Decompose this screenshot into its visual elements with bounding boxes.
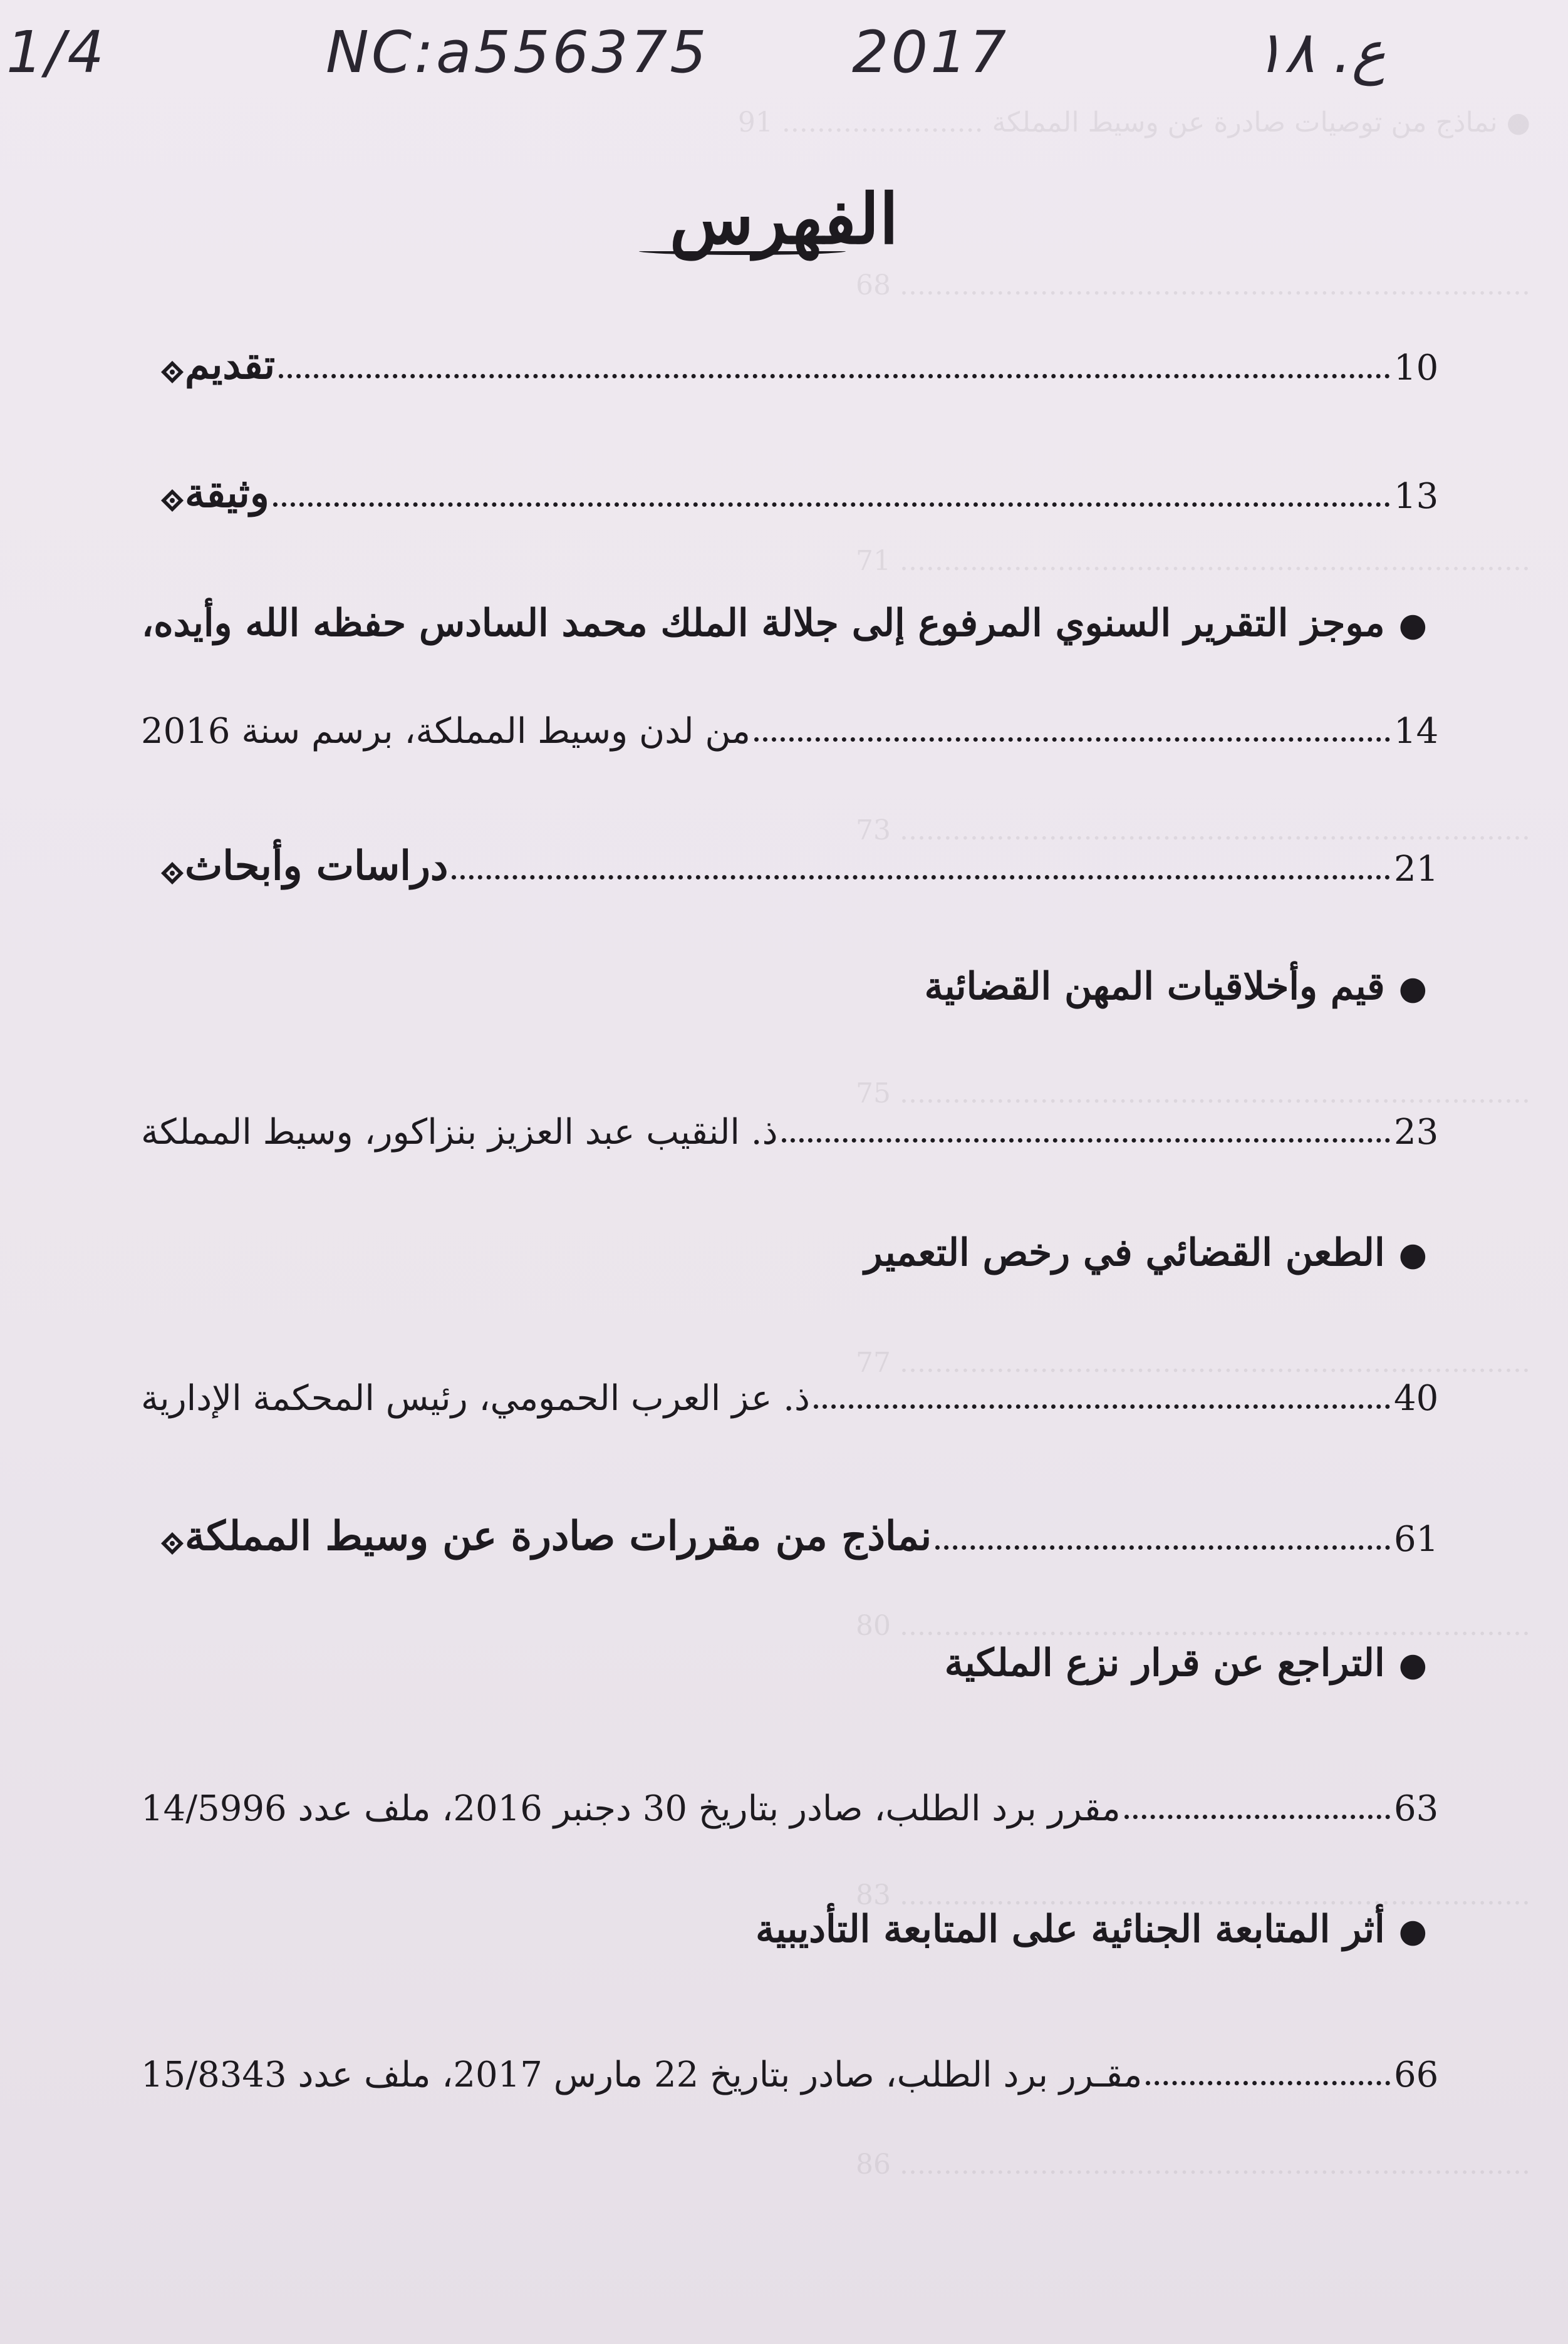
toc-page-number: 63 xyxy=(1394,1788,1439,1829)
diamond-ornament-icon xyxy=(160,488,185,513)
toc-page-number: 14 xyxy=(1394,711,1439,752)
bleed-through-text: ........................................................................ 83 xyxy=(855,1879,1530,1911)
dot-leader xyxy=(279,374,1390,378)
toc-subentry-heading xyxy=(142,601,1427,645)
bleed-through-text: ........................................................................ 68 xyxy=(855,269,1530,301)
toc-entry-title: ذ. النقيب عبد العزيز بنزاكور، وسيط المملكة xyxy=(141,1112,778,1153)
diamond-ornament-icon xyxy=(160,360,185,385)
toc-entry xyxy=(141,1096,1450,1153)
bleed-through-text: ........................................................................ 80 xyxy=(855,1610,1530,1642)
toc-entry xyxy=(141,332,1450,388)
bleed-through-text: ........................................................................ 86 xyxy=(855,2149,1530,2181)
toc-entry xyxy=(141,2039,1450,2095)
toc-entry-title: مقرر برد الطلب، صادر بتاريخ 30 دجنبر 2016، ملف عدد 14/5996 xyxy=(141,1788,1121,1829)
bleed-through-text: ● نماذج من توصيات صادرة عن وسيط المملكة ....................... 91 xyxy=(737,106,1530,138)
toc-entry-title: ذ. عز العرب الحمومي، رئيس المحكمة الإدارية xyxy=(141,1378,810,1419)
toc-page-number: 40 xyxy=(1394,1378,1439,1419)
dot-leader xyxy=(1124,1815,1390,1819)
bullet-dot-icon: ● xyxy=(1398,969,1427,1007)
toc-page-number: 21 xyxy=(1394,849,1439,889)
handwritten-year: 2017 xyxy=(852,19,1009,86)
diamond-ornament-icon xyxy=(160,1531,185,1556)
diamond-ornament-icon xyxy=(160,861,185,886)
toc-entry xyxy=(141,1362,1450,1419)
toc-entry xyxy=(141,460,1450,517)
toc-entry xyxy=(141,1503,1450,1560)
toc-subentry-heading xyxy=(925,965,1427,1009)
toc-page-number: 13 xyxy=(1394,476,1439,517)
handwritten-catalog-number: NC:a556375 xyxy=(326,19,709,86)
toc-page-number: 23 xyxy=(1394,1112,1439,1153)
toc-subentry-heading xyxy=(864,1231,1427,1275)
toc-subentry-text: قيم وأخلاقيات المهن القضائية xyxy=(924,965,1385,1009)
toc-subentry-heading xyxy=(755,1907,1427,1951)
page-title: الفهرس xyxy=(669,179,899,259)
toc-subentry-text: أثر المتابعة الجنائية على المتابعة التأديبية xyxy=(755,1907,1385,1951)
dot-leader xyxy=(452,875,1390,879)
toc-entry-title: مقـرر برد الطلب، صادر بتاريخ 22 مارس 2017، ملف عدد 15/8343 xyxy=(141,2055,1143,2095)
dot-leader xyxy=(273,502,1390,507)
toc-entry-title: تقديم xyxy=(185,341,276,388)
toc-subentry-text: الطعن القضائي في رخص التعمير xyxy=(864,1231,1385,1275)
toc-entry-title: نماذج من مقررات صادرة عن وسيط المملكة xyxy=(185,1513,932,1560)
bleed-through-text: ........................................................................ 75 xyxy=(855,1077,1530,1109)
bullet-dot-icon: ● xyxy=(1398,1235,1427,1273)
toc-subentry-text: موجز التقرير السنوي المرفوع إلى جلالة الملك محمد السادس حفظه الله وأيده، xyxy=(141,601,1385,645)
toc-entry xyxy=(141,695,1450,752)
toc-entry-title: من لدن وسيط المملكة، برسم سنة 2016 xyxy=(141,711,750,752)
bullet-dot-icon: ● xyxy=(1398,606,1427,644)
handwritten-fraction: 1/4 xyxy=(6,19,107,86)
handwritten-issue-number: ع. ١٨ xyxy=(1253,19,1386,86)
dot-leader xyxy=(754,737,1390,742)
toc-entry xyxy=(141,1773,1450,1829)
bullet-dot-icon: ● xyxy=(1398,1912,1427,1950)
dot-leader xyxy=(935,1545,1390,1550)
bleed-through-text: ........................................................................ 71 xyxy=(855,545,1530,577)
toc-page-number: 66 xyxy=(1394,2055,1439,2095)
dot-leader xyxy=(1146,2081,1390,2085)
dot-leader xyxy=(782,1138,1390,1143)
toc-subentry-text: التراجع عن قرار نزع الملكية xyxy=(944,1641,1385,1685)
bullet-dot-icon: ● xyxy=(1398,1646,1427,1684)
bleed-through-text: ........................................................................ 73 xyxy=(855,814,1530,846)
toc-subentry-heading xyxy=(945,1641,1427,1685)
toc-entry-title: دراسات وأبحاث xyxy=(185,843,449,889)
toc-page-number: 61 xyxy=(1394,1519,1439,1560)
toc-entry xyxy=(141,833,1450,889)
bleed-through-text: ........................................................................ 77 xyxy=(855,1347,1530,1379)
toc-page-number: 10 xyxy=(1394,348,1439,388)
toc-entry-title: وثيقة xyxy=(185,470,269,517)
dot-leader xyxy=(814,1404,1390,1409)
title-flourish xyxy=(639,247,846,255)
